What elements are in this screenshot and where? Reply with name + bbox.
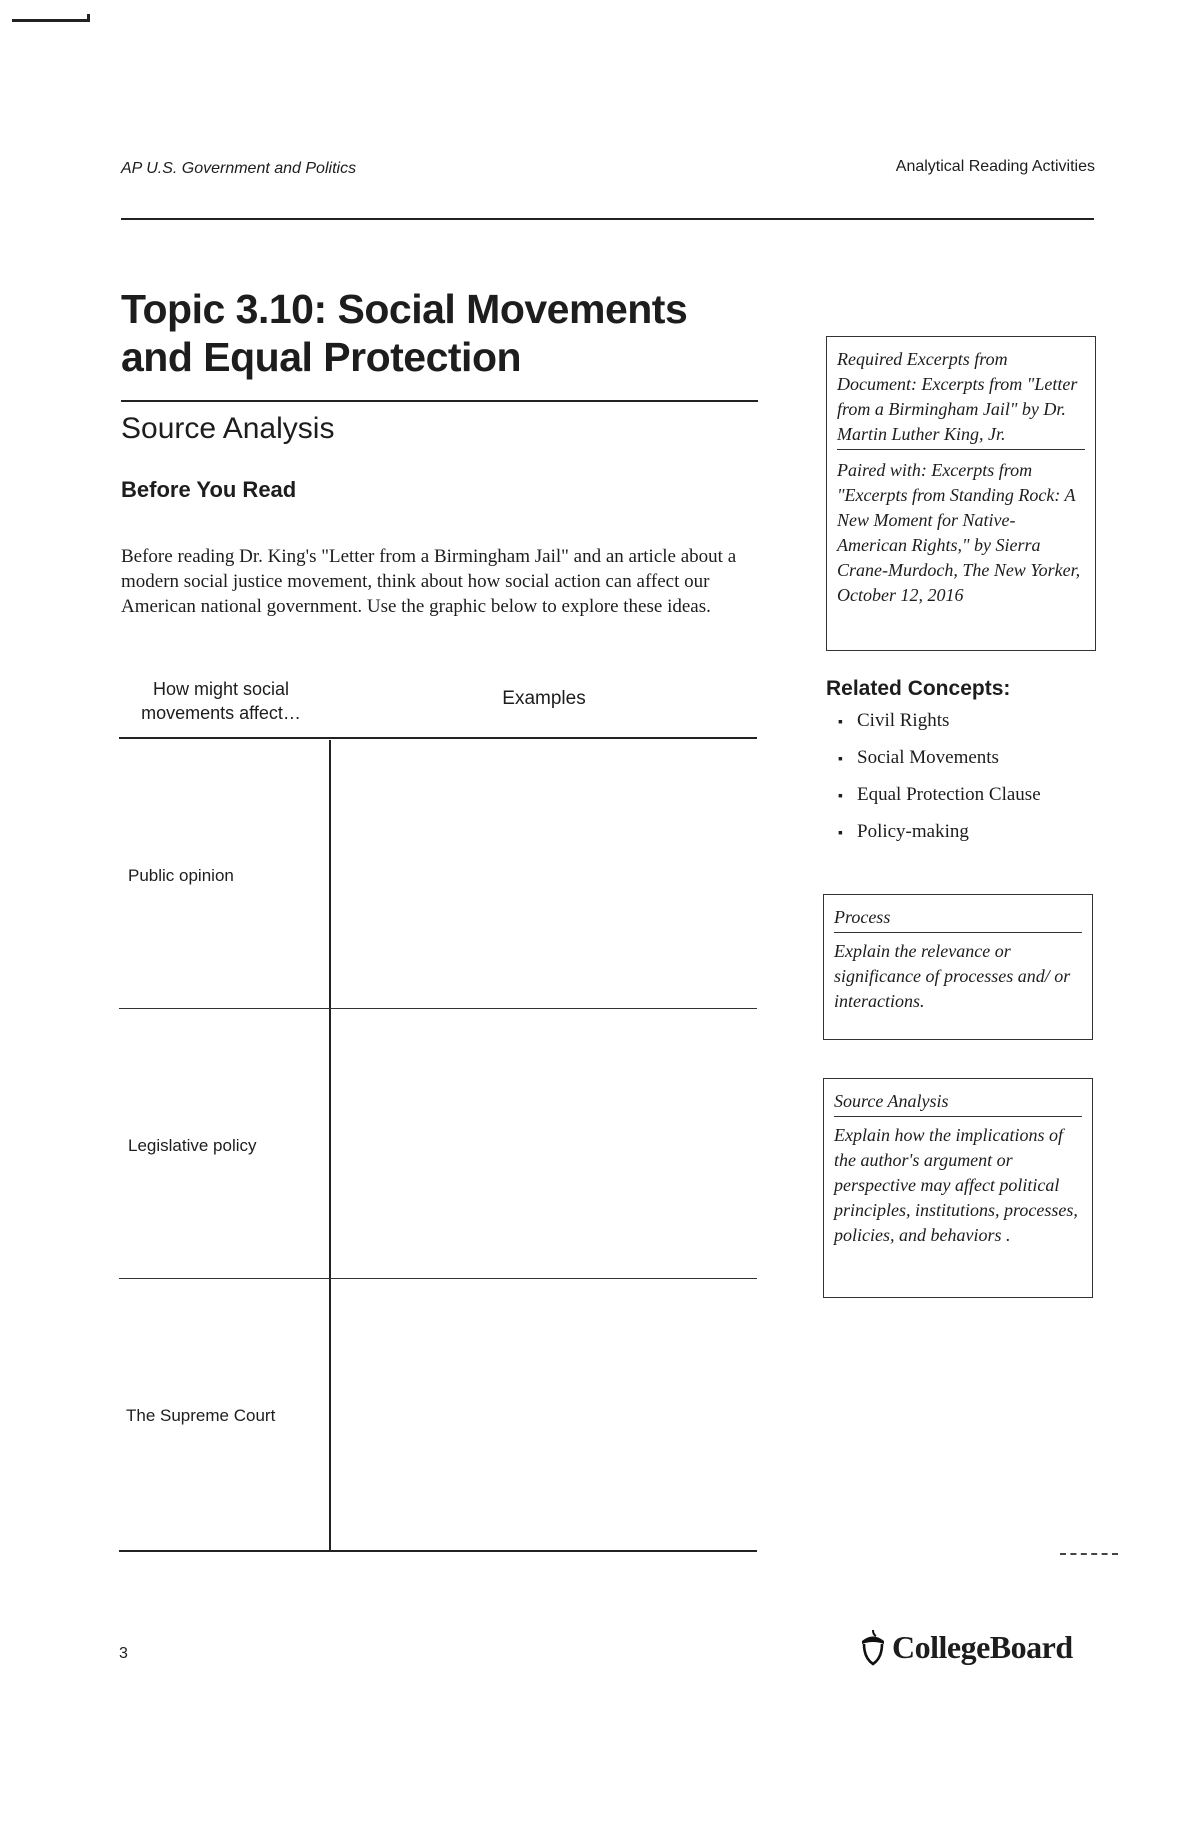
table-column-divider [329, 740, 331, 1552]
title-divider [121, 400, 758, 402]
related-concepts-heading: Related Concepts: [826, 677, 1011, 700]
table-header-affect: How might social movements affect… [141, 679, 301, 723]
source-analysis-box [823, 1078, 1093, 1298]
table-row-label: Public opinion [128, 866, 234, 885]
collegeboard-logo [858, 1626, 1073, 1668]
intro-paragraph: Before reading Dr. King's "Letter from a Birmingham Jail" and an article about a modern social justice movement, think about how social action can affect our American national government. Use the graphic below to explore these ideas. [121, 546, 737, 617]
table-header-rule [119, 737, 757, 739]
scan-mark [12, 14, 90, 22]
course-header: AP U.S. Government and Politics [121, 160, 357, 177]
section-header: Analytical Reading Activities [895, 158, 1095, 175]
list-item: ▪ Policy-making [838, 819, 1041, 856]
paired-with-text: Paired with: Excerpts from "Excerpts from Standing Rock: A New Moment for Native-American Rights," by Sierra Crane-Murdoch, The New Yorker, October 12, 2016 [837, 460, 1081, 605]
table-row-divider [119, 1008, 757, 1009]
process-box [823, 894, 1093, 1040]
scan-dash [1060, 1553, 1118, 1555]
before-you-read-heading: Before You Read [121, 477, 297, 502]
table-row-label: The Supreme Court [126, 1406, 276, 1425]
related-concepts-list [838, 708, 1041, 856]
acorn-icon [858, 1628, 888, 1666]
required-excerpts-box [826, 336, 1096, 651]
table-bottom-rule [119, 1550, 757, 1552]
page-number: 3 [119, 1645, 128, 1662]
process-text: Explain the relevance or significance of processes and/ or interactions. [834, 941, 1071, 1011]
section-subtitle: Source Analysis [121, 412, 335, 445]
source-analysis-heading: Source Analysis [834, 1089, 1082, 1117]
table-row-divider [119, 1278, 757, 1279]
source-analysis-text: Explain how the implications of the author's argument or perspective may affect political principles, institutions, processes, policies, and behaviors . [834, 1125, 1078, 1245]
list-item: ▪ Equal Protection Clause [838, 782, 1041, 819]
table-header-examples: Examples [502, 688, 586, 709]
logo-text: CollegeBoard [892, 1628, 1073, 1665]
list-item: ▪ Civil Rights [838, 708, 1041, 745]
process-heading: Process [834, 905, 1082, 933]
table-row-label: Legislative policy [128, 1136, 257, 1155]
required-excerpts-text: Required Excerpts from Document: Excerpts from "Letter from a Birmingham Jail" by Dr. Martin Luther King, Jr. [837, 347, 1085, 450]
list-item: ▪ Social Movements [838, 745, 1041, 782]
header-divider [121, 218, 1094, 220]
page-title: Topic 3.10: Social Movements and Equal Protection [121, 286, 688, 380]
